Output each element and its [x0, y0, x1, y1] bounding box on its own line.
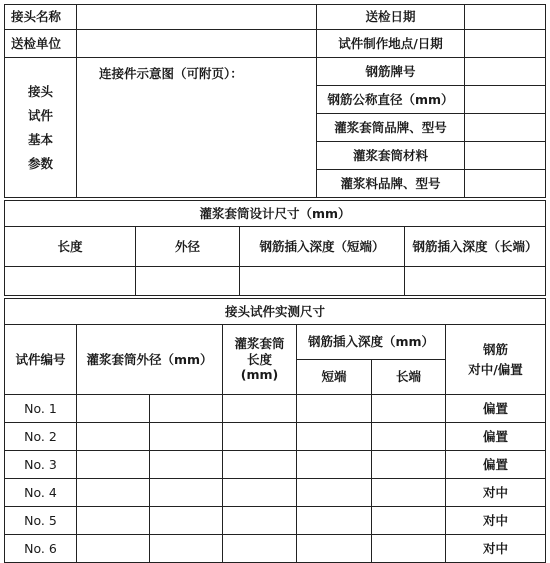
design-length-field[interactable]: [5, 267, 136, 296]
sleeve-length-cell[interactable]: [223, 507, 297, 535]
alignment-cell: 对中: [446, 535, 546, 563]
outer-diameter-cell-2[interactable]: [150, 395, 223, 423]
col-sleeve-length-line: 长度: [246, 351, 272, 367]
design-dimensions-table: [4, 200, 546, 296]
table-row: [5, 395, 546, 423]
alignment-cell: 偏置: [446, 423, 546, 451]
short-end-cell[interactable]: [297, 479, 372, 507]
col-sleeve-outer-diameter: 灌浆套筒外径（mm）: [77, 325, 223, 395]
outer-diameter-cell-1[interactable]: [77, 507, 150, 535]
basic-params-line: 试件: [27, 107, 53, 123]
grout-brand-label: 灌浆料品牌、型号: [317, 170, 465, 198]
design-insert-long-field[interactable]: [405, 267, 546, 296]
col-sleeve-length: [223, 325, 297, 395]
basic-params-label: [5, 58, 77, 198]
col-specimen-no: 试件编号: [5, 325, 77, 395]
outer-diameter-cell-1[interactable]: [77, 451, 150, 479]
design-outer-diameter-field[interactable]: [136, 267, 240, 296]
sketch-area[interactable]: [77, 58, 317, 198]
outer-diameter-cell-2[interactable]: [150, 423, 223, 451]
header-table: [4, 4, 546, 198]
table-row: [5, 423, 546, 451]
measured-dimensions-table: [4, 298, 546, 563]
alignment-cell: 偏置: [446, 451, 546, 479]
short-end-cell[interactable]: [297, 507, 372, 535]
col-long-end: 长端: [372, 360, 446, 395]
specimen-place-date-field[interactable]: [465, 30, 546, 58]
long-end-cell[interactable]: [372, 479, 446, 507]
outer-diameter-cell-1[interactable]: [77, 479, 150, 507]
outer-diameter-cell-1[interactable]: [77, 395, 150, 423]
alignment-cell: 偏置: [446, 395, 546, 423]
table-row: [5, 479, 546, 507]
test-date-label: 送检日期: [317, 5, 465, 30]
design-col-insert-long: 钢筋插入深度（长端）: [405, 227, 546, 267]
basic-params-line: 接头: [27, 83, 53, 99]
outer-diameter-cell-2[interactable]: [150, 451, 223, 479]
sleeve-length-cell[interactable]: [223, 423, 297, 451]
short-end-cell[interactable]: [297, 451, 372, 479]
sleeve-material-label: 灌浆套筒材料: [317, 142, 465, 170]
col-alignment: [446, 325, 546, 395]
rebar-diameter-field[interactable]: [465, 86, 546, 114]
sleeve-brand-label: 灌浆套筒品牌、型号: [317, 114, 465, 142]
col-sleeve-length-line: 灌浆套筒: [234, 336, 285, 352]
joint-name-label: 接头名称: [5, 5, 77, 30]
joint-name-field[interactable]: [77, 5, 317, 30]
outer-diameter-cell-1[interactable]: [77, 423, 150, 451]
grout-brand-field[interactable]: [465, 170, 546, 198]
specimen-no-cell: No. 2: [5, 423, 77, 451]
long-end-cell[interactable]: [372, 395, 446, 423]
rebar-brand-label: 钢筋牌号: [317, 58, 465, 86]
table-row: [5, 535, 546, 563]
specimen-no-cell: No. 3: [5, 451, 77, 479]
rebar-diameter-label: 钢筋公称直径（mm）: [317, 86, 465, 114]
outer-diameter-cell-2[interactable]: [150, 507, 223, 535]
specimen-no-cell: No. 1: [5, 395, 77, 423]
short-end-cell[interactable]: [297, 423, 372, 451]
measured-rows: [5, 395, 546, 563]
basic-params-line: 参数: [27, 155, 53, 171]
table-row: [5, 451, 546, 479]
col-alignment-line: 钢筋: [483, 341, 509, 357]
short-end-cell[interactable]: [297, 535, 372, 563]
sleeve-length-cell[interactable]: [223, 451, 297, 479]
design-col-insert-short: 钢筋插入深度（短端）: [240, 227, 405, 267]
design-col-length: 长度: [5, 227, 136, 267]
rebar-brand-field[interactable]: [465, 58, 546, 86]
col-alignment-line: 对中/偏置: [468, 361, 523, 377]
sleeve-length-cell[interactable]: [223, 479, 297, 507]
outer-diameter-cell-1[interactable]: [77, 535, 150, 563]
design-col-outer-diameter: 外径: [136, 227, 240, 267]
sleeve-brand-field[interactable]: [465, 114, 546, 142]
specimen-no-cell: No. 5: [5, 507, 77, 535]
test-date-field[interactable]: [465, 5, 546, 30]
alignment-cell: 对中: [446, 507, 546, 535]
design-dimensions-title: 灌浆套筒设计尺寸（mm）: [5, 201, 546, 227]
specimen-no-cell: No. 4: [5, 479, 77, 507]
sleeve-material-field[interactable]: [465, 142, 546, 170]
long-end-cell[interactable]: [372, 423, 446, 451]
sleeve-length-cell[interactable]: [223, 395, 297, 423]
short-end-cell[interactable]: [297, 395, 372, 423]
long-end-cell[interactable]: [372, 451, 446, 479]
measured-dimensions-title: 接头试件实测尺寸: [5, 299, 546, 325]
outer-diameter-cell-2[interactable]: [150, 479, 223, 507]
alignment-cell: 对中: [446, 479, 546, 507]
specimen-place-date-label: 试件制作地点/日期: [317, 30, 465, 58]
col-insert-depth: 钢筋插入深度（mm）: [297, 325, 446, 360]
sleeve-length-cell[interactable]: [223, 535, 297, 563]
submit-unit-label: 送检单位: [5, 30, 77, 58]
outer-diameter-cell-2[interactable]: [150, 535, 223, 563]
design-insert-short-field[interactable]: [240, 267, 405, 296]
col-sleeve-length-line: (mm): [240, 367, 279, 383]
sketch-label: 连接件示意图（可附页）：: [99, 66, 243, 81]
long-end-cell[interactable]: [372, 507, 446, 535]
basic-params-line: 基本: [27, 131, 53, 147]
long-end-cell[interactable]: [372, 535, 446, 563]
submit-unit-field[interactable]: [77, 30, 317, 58]
table-row: [5, 507, 546, 535]
col-short-end: 短端: [297, 360, 372, 395]
specimen-no-cell: No. 6: [5, 535, 77, 563]
